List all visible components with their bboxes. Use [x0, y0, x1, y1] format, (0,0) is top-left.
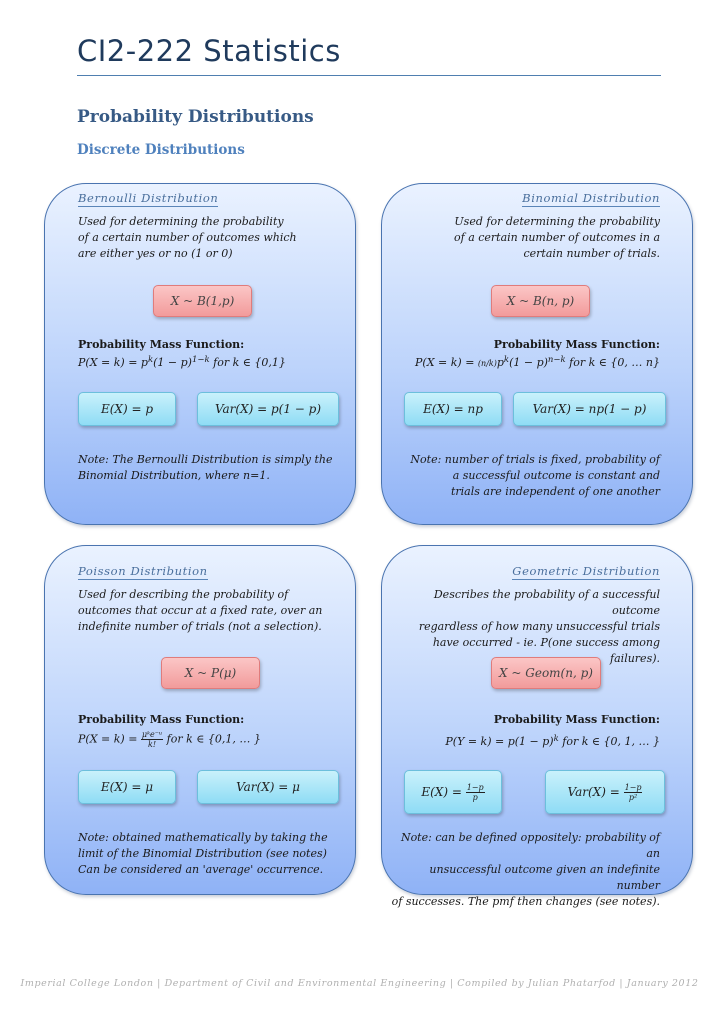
notation-box: X ~ P(μ)	[161, 657, 260, 689]
pmf-p: p	[496, 356, 504, 369]
fraction-numerator: μᵏe⁻ᵘ	[141, 730, 163, 739]
mean-box: E(X) = μ	[78, 770, 176, 804]
pmf-label: Probability Mass Function:	[493, 713, 660, 726]
note-line: trials are independent of one another	[450, 485, 660, 498]
note-line: of successes. The pmf then changes (see notes).	[391, 895, 660, 908]
pmf-exponent: k	[147, 355, 154, 365]
pmf-formula	[415, 355, 660, 369]
note-line: Note: obtained mathematically by taking the	[78, 831, 328, 844]
pmf-label: Probability Mass Function:	[78, 338, 245, 351]
note-line: Note: number of trials is fixed, probability of	[410, 453, 660, 466]
pmf-formula	[445, 734, 660, 748]
desc-line: outcomes that occur at a fixed rate, over an	[78, 604, 323, 617]
pmf-lhs: P(X = k) =	[415, 356, 478, 369]
card-description	[78, 214, 314, 262]
desc-line: indefinite number of trials (not a selection).	[78, 620, 322, 633]
fraction-numerator: 1−p	[624, 783, 642, 792]
mean-lhs: E(X) =	[421, 785, 466, 799]
geometric-card	[381, 545, 693, 908]
title-rule	[77, 75, 661, 76]
variance-box: Var(X) = p(1 − p)	[197, 392, 339, 426]
mean-box: E(X) = p	[78, 392, 176, 426]
desc-line: of a certain number of outcomes in a	[454, 231, 660, 244]
pmf-exponent: n−k	[547, 355, 566, 365]
note-line: Binomial Distribution, where n=1.	[78, 469, 270, 482]
pmf-exponent: 1−k	[191, 355, 210, 365]
desc-line: of a certain number of outcomes which	[78, 231, 297, 244]
fraction-numerator: 1−p	[466, 783, 484, 792]
variance-box	[545, 770, 665, 814]
variance-box: Var(X) = np(1 − p)	[513, 392, 666, 426]
card-description	[384, 587, 660, 667]
notation-box: X ~ B(n, p)	[491, 285, 590, 317]
fraction-denominator: p²	[628, 793, 638, 802]
card-description	[424, 214, 660, 262]
pmf-domain: for k ∈ {0,1, … }	[163, 732, 261, 746]
binomial-coefficient: (n/k)	[477, 358, 497, 368]
binomial-card	[381, 183, 693, 525]
variance-fraction	[624, 783, 643, 802]
pmf-exponent: k	[503, 355, 510, 365]
card-note	[384, 830, 660, 910]
desc-line: Used for determining the probability	[454, 215, 660, 228]
mean-fraction	[466, 783, 485, 802]
card-title: Poisson Distribution	[78, 564, 208, 578]
pmf-domain: for k ∈ {0,1}	[209, 356, 286, 369]
variance-box: Var(X) = μ	[197, 770, 339, 804]
pmf-domain: for k ∈ {0, … n}	[565, 356, 660, 369]
desc-line: Used for describing the probability of	[78, 588, 289, 601]
variance-lhs: Var(X) =	[567, 785, 624, 799]
desc-line: regardless of how many unsuccessful trials	[418, 620, 660, 633]
pmf-domain: for k ∈ {0, 1, … }	[558, 735, 660, 748]
desc-line: certain number of trials.	[523, 247, 660, 260]
page-footer: Imperial College London | Department of Civil and Environmental Engineering | Compiled by Julian Phatarfod | January 2012	[20, 978, 699, 989]
pmf-mid: (1 − p)	[509, 356, 548, 369]
note-line: a successful outcome is constant and	[452, 469, 660, 482]
notation-box: X ~ Geom(n, p)	[491, 657, 601, 689]
pmf-label: Probability Mass Function:	[78, 713, 245, 726]
mean-box: E(X) = np	[404, 392, 502, 426]
pmf-formula	[78, 355, 286, 369]
mean-box	[404, 770, 502, 814]
note-line: Can be considered an 'average' occurrence.	[78, 863, 324, 876]
pmf-lhs: P(Y = k) = p(1 − p)	[445, 735, 554, 748]
pmf-lhs: P(X = k) =	[78, 732, 141, 746]
pmf-exponent: k	[553, 734, 559, 744]
pmf-formula	[78, 730, 261, 749]
desc-line: are either yes or no (1 or 0)	[78, 247, 233, 260]
pmf-fraction	[141, 730, 163, 749]
note-line: Note: can be defined oppositely: probability of an	[400, 831, 660, 860]
card-title: Binomial Distribution	[522, 191, 660, 205]
desc-line: Describes the probability of a successful outcome	[433, 588, 660, 617]
card-title: Geometric Distribution	[512, 564, 660, 578]
note-line: limit of the Binomial Distribution (see notes)	[78, 847, 327, 860]
pmf-lhs: P(X = k) = p	[78, 356, 148, 369]
section-heading: Probability Distributions	[77, 107, 314, 127]
pmf-label: Probability Mass Function:	[493, 338, 660, 351]
card-title: Bernoulli Distribution	[78, 191, 219, 205]
desc-line: have occurred - ie. P(one success among failures).	[432, 636, 660, 665]
subsection-heading: Discrete Distributions	[77, 142, 245, 158]
binom-top: n	[481, 358, 487, 368]
fraction-denominator: p	[472, 793, 478, 802]
card-note	[78, 452, 334, 484]
binom-bottom: k	[488, 358, 494, 368]
card-description	[78, 587, 338, 635]
poisson-card	[44, 545, 356, 895]
pmf-mid: (1 − p)	[153, 356, 192, 369]
bernoulli-card	[44, 183, 356, 525]
document-title: CI2-222 Statistics	[77, 34, 341, 68]
desc-line: Used for determining the probability	[78, 215, 284, 228]
card-note	[404, 452, 660, 500]
note-line: unsuccessful outcome given an indefinite number	[429, 863, 660, 892]
card-note	[78, 830, 348, 878]
notation-box: X ~ B(1,p)	[153, 285, 252, 317]
fraction-denominator: k!	[148, 740, 157, 749]
note-line: Note: The Bernoulli Distribution is simply the	[78, 453, 333, 466]
